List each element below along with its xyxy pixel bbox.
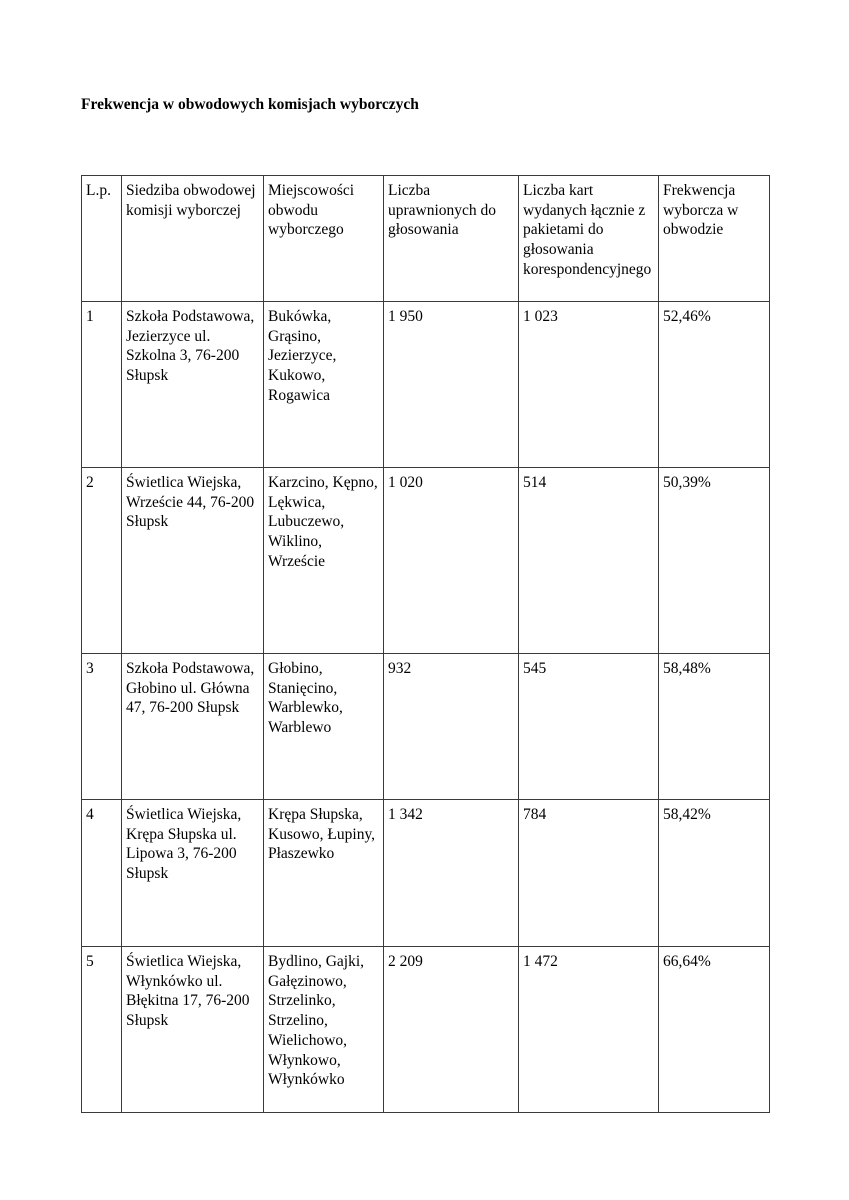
header-turnout: Frekwencja wyborcza w obwodzie xyxy=(659,176,770,302)
cell-lp: 1 xyxy=(82,302,122,468)
cell-cards-issued: 545 xyxy=(519,654,659,800)
cell-commission-seat: Świetlica Wiejska, Włynkówko ul. Błękitna 17, 76-200 Słupsk xyxy=(122,947,264,1113)
table-row xyxy=(82,654,770,800)
table-header-row xyxy=(82,176,770,302)
header-localities: Miejscowości obwodu wyborczego xyxy=(264,176,384,302)
cell-commission-seat: Świetlica Wiejska, Wrzeście 44, 76-200 Słupsk xyxy=(122,468,264,654)
cell-turnout: 58,48% xyxy=(659,654,770,800)
cell-eligible-voters: 932 xyxy=(384,654,519,800)
cell-turnout: 66,64% xyxy=(659,947,770,1113)
cell-commission-seat: Świetlica Wiejska, Krępa Słupska ul. Lipowa 3, 76-200 Słupsk xyxy=(122,800,264,947)
cell-commission-seat: Szkoła Podstawowa, Jezierzyce ul. Szkolna 3, 76-200 Słupsk xyxy=(122,302,264,468)
header-commission-seat: Siedziba obwodowej komisji wyborczej xyxy=(122,176,264,302)
cell-commission-seat: Szkoła Podstawowa, Głobino ul. Główna 47, 76-200 Słupsk xyxy=(122,654,264,800)
cell-eligible-voters: 1 342 xyxy=(384,800,519,947)
cell-cards-issued: 1 023 xyxy=(519,302,659,468)
table-row xyxy=(82,947,770,1113)
cell-localities: Bydlino, Gajki, Gałęzinowo, Strzelinko, Strzelino, Wielichowo, Włynkowo, Włynkówko xyxy=(264,947,384,1113)
cell-turnout: 58,42% xyxy=(659,800,770,947)
cell-localities: Bukówka, Grąsino, Jezierzyce, Kukowo, Rogawica xyxy=(264,302,384,468)
cell-eligible-voters: 1 950 xyxy=(384,302,519,468)
table-row xyxy=(82,800,770,947)
cell-eligible-voters: 2 209 xyxy=(384,947,519,1113)
cell-cards-issued: 514 xyxy=(519,468,659,654)
page-title: Frekwencja w obwodowych komisjach wyborczych xyxy=(81,96,419,113)
cell-localities: Karzcino, Kępno, Lękwica, Lubuczewo, Wiklino, Wrzeście xyxy=(264,468,384,654)
turnout-table xyxy=(81,175,770,1113)
cell-lp: 3 xyxy=(82,654,122,800)
header-lp: L.p. xyxy=(82,176,122,302)
cell-cards-issued: 784 xyxy=(519,800,659,947)
header-eligible-voters: Liczba uprawnionych do głosowania xyxy=(384,176,519,302)
cell-cards-issued: 1 472 xyxy=(519,947,659,1113)
cell-lp: 2 xyxy=(82,468,122,654)
cell-localities: Głobino, Stanięcino, Warblewko, Warblewo xyxy=(264,654,384,800)
cell-lp: 5 xyxy=(82,947,122,1113)
table-row xyxy=(82,468,770,654)
table-row xyxy=(82,302,770,468)
cell-eligible-voters: 1 020 xyxy=(384,468,519,654)
cell-turnout: 50,39% xyxy=(659,468,770,654)
header-cards-issued: Liczba kart wydanych łącznie z pakietami do głosowania korespondencyjnego xyxy=(519,176,659,302)
cell-turnout: 52,46% xyxy=(659,302,770,468)
cell-lp: 4 xyxy=(82,800,122,947)
cell-localities: Krępa Słupska, Kusowo, Łupiny, Płaszewko xyxy=(264,800,384,947)
